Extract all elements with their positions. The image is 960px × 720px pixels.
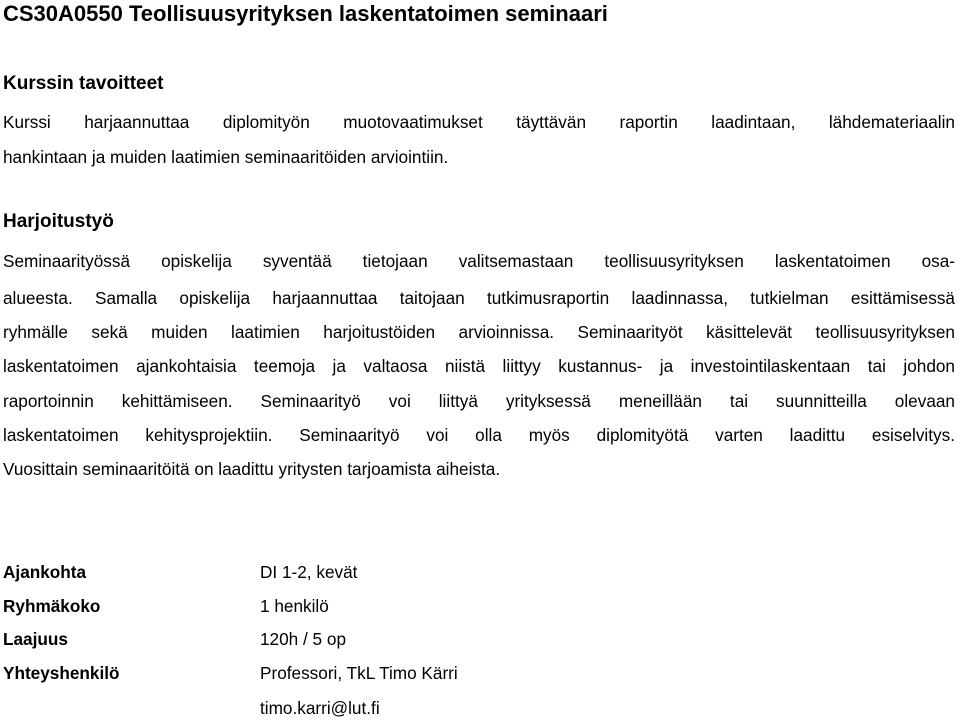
exercise-line-5: raportoinnin kehittämiseen. Seminaarityö voi liittyä yrityksessä meneillään tai suunnitteilla olevaan: [3, 391, 955, 411]
info-label-group-size: Ryhmäkoko: [3, 596, 101, 616]
info-label-timing: Ajankohta: [3, 562, 87, 582]
goals-line-1: Kurssi harjaannuttaa diplomityön muotovaatimukset täyttävän raportin laadintaan, lähdemateriaalin: [3, 112, 955, 132]
info-label-contact: Yhteyshenkilö: [3, 663, 120, 683]
info-value-group-size: 1 henkilö: [260, 596, 329, 616]
exercise-line-7: Vuosittain seminaaritöitä on laadittu yritysten tarjoamista aiheista.: [3, 459, 501, 479]
exercise-line-6: laskentatoimen kehitysprojektiin. Seminaarityö voi olla myös diplomityötä varten laadittu esiselvitys.: [3, 425, 955, 445]
exercise-heading: Harjoitustyö: [3, 211, 114, 232]
info-value-contact: Professori, TkL Timo Kärri: [260, 663, 458, 683]
exercise-line-2: alueesta. Samalla opiskelija harjaannuttaa taitojaan tutkimusraportin laadinnassa, tutkielman esittämisessä: [3, 288, 955, 308]
exercise-line-3: ryhmälle sekä muiden laatimien harjoitustöiden arvioinnissa. Seminaarityöt käsittelevät teollisuusyrityksen: [3, 322, 955, 342]
page-title: CS30A0550 Teollisuusyrityksen laskentatoimen seminaari: [3, 1, 608, 26]
exercise-line-4: laskentatoimen ajankohtaisia teemoja ja valtaosa niistä liittyy kustannus- ja investointilaskentaan tai johdon: [3, 356, 955, 376]
info-value-scope: 120h / 5 op: [260, 629, 347, 649]
info-label-scope: Laajuus: [3, 629, 68, 649]
exercise-line-1: Seminaarityössä opiskelija syventää tietojaan valitsemastaan teollisuusyrityksen laskentatoimen osa-: [3, 251, 955, 271]
goals-line-2: hankintaan ja muiden laatimien seminaaritöiden arviointiin.: [3, 147, 449, 167]
goals-heading: Kurssin tavoitteet: [3, 73, 164, 94]
contact-email: timo.karri@lut.fi: [260, 698, 380, 718]
info-value-timing: DI 1-2, kevät: [260, 562, 358, 582]
